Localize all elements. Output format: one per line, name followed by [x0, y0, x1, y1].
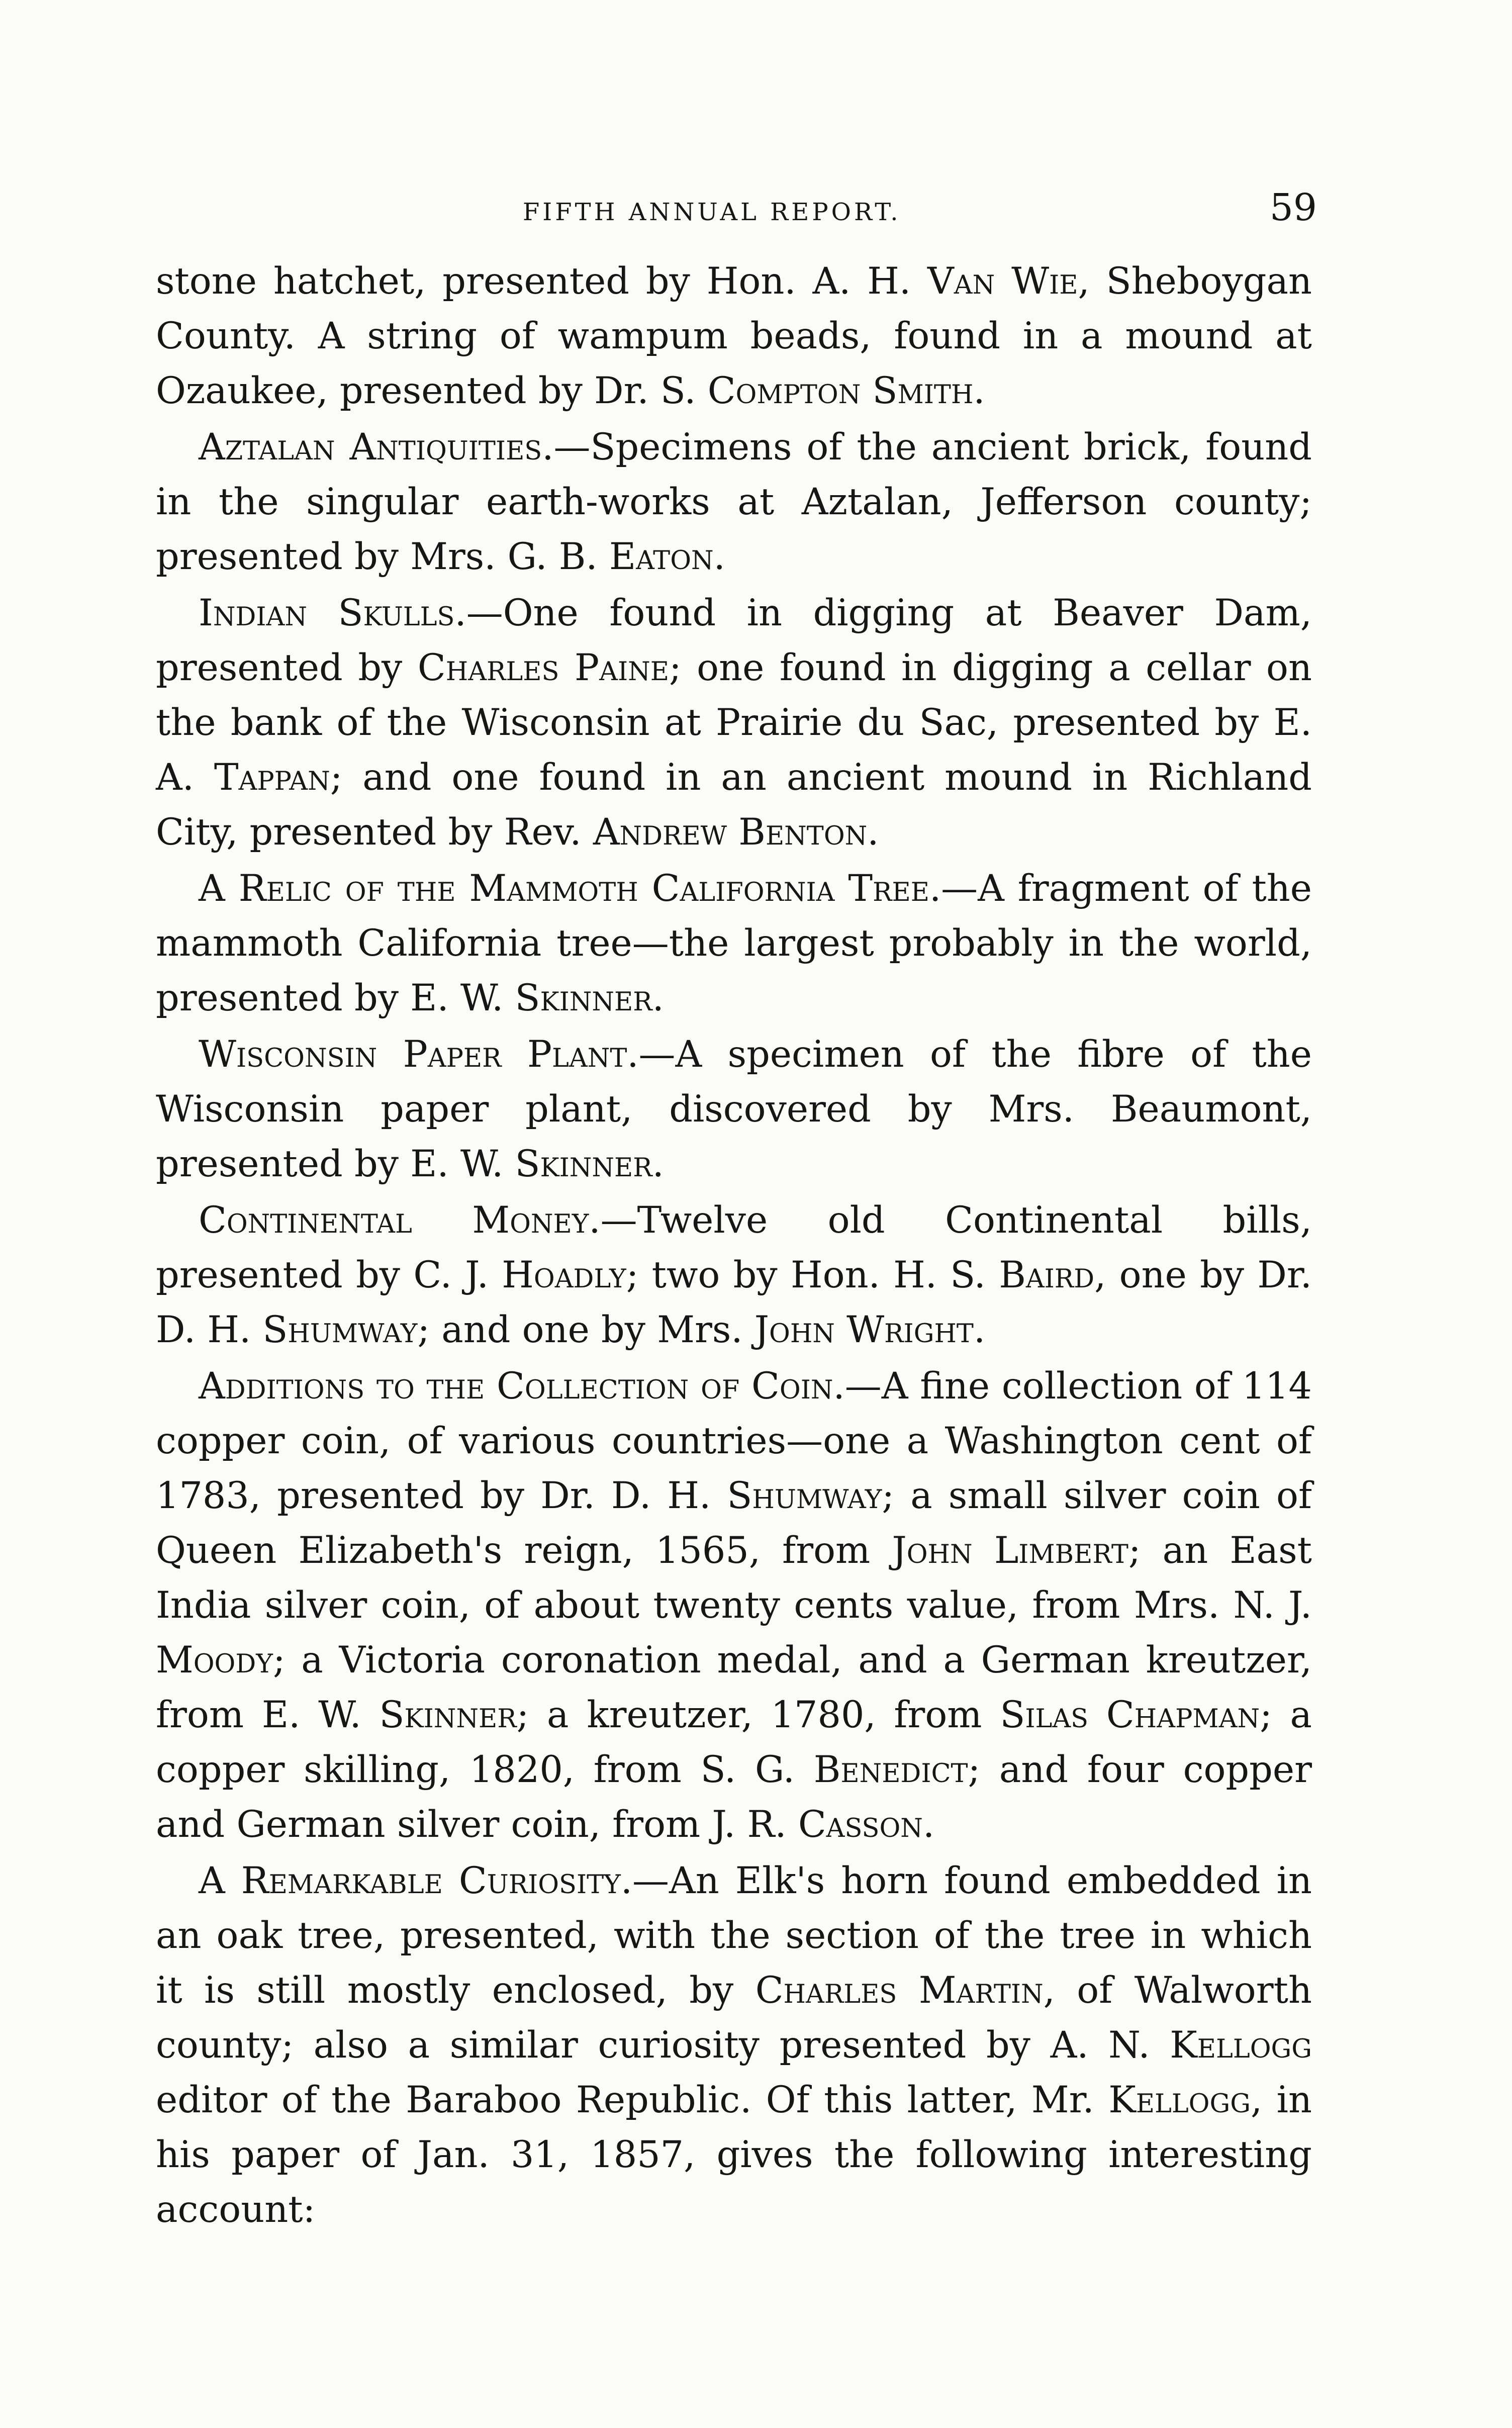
paragraph-heading: Continental Money. [199, 1199, 601, 1242]
paragraph [156, 1027, 1312, 1191]
paragraph-heading: Additions to the Collection of Coin. [199, 1365, 845, 1408]
paragraph [156, 1193, 1312, 1357]
page-header [161, 186, 1317, 229]
proper-name: Kellogg [1108, 2079, 1251, 2121]
text-run: ; and four copper and German silver coin, from J. R. [156, 1748, 1312, 1846]
proper-name: Eaton [609, 535, 714, 578]
proper-name: Charles Paine [417, 646, 669, 689]
proper-name: Shumway [727, 1474, 882, 1517]
text-run: —A specimen of the fibre of the Wisconsin paper plant, discovered by Mrs. Beaumont, presented by E. W. [156, 1033, 1312, 1185]
paragraph-heading: Indian Skulls. [199, 592, 466, 634]
text-run: . [922, 1803, 935, 1846]
text-run: —A fine collection of 114 copper coin, of various countries—one a Washington cent of 1783, presented by Dr. D. H. [156, 1365, 1312, 1517]
text-run: . [652, 977, 664, 1019]
proper-name: John Limbert [892, 1529, 1128, 1572]
text-run: ; an East India silver coin, of about twenty cents value, from Mrs. N. J. [156, 1529, 1312, 1627]
text-run: ; and one by Mrs. [417, 1309, 754, 1351]
text-run: , in his paper of Jan. 31, 1857, gives the following interesting account: [156, 2079, 1312, 2231]
proper-name: Andrew Benton [593, 811, 868, 854]
proper-name: John Wright [754, 1309, 974, 1351]
text-run: —Twelve old Continental bills, presented by C. J. [156, 1199, 1312, 1296]
proper-name: Tappan [214, 756, 330, 799]
text-run: . [973, 1309, 986, 1351]
proper-name: Kellogg [1170, 2024, 1312, 2067]
text-run: —One found in digging at Beaver Dam, presented by [156, 592, 1312, 689]
text-run: , one by Dr. D. H. [156, 1254, 1312, 1351]
proper-name: Benedict [813, 1748, 968, 1791]
proper-name: Casson [798, 1803, 923, 1846]
proper-name: Silas Chapman [1000, 1694, 1260, 1736]
paragraph [156, 254, 1312, 418]
text-run: —Specimens of the ancient brick, found in the singular earth-works at Aztalan, Jefferson county; presented by Mrs. G. B. [156, 426, 1312, 578]
text-run: . [867, 811, 879, 854]
proper-name: Compton Smith [707, 369, 974, 412]
text-run: —An Elk's horn found embedded in an oak tree, presented, with the section of the tree in which it is still mostly enclosed, by [156, 1859, 1312, 2012]
proper-name: Hoadly [502, 1254, 626, 1296]
running-head: FIFTH ANNUAL REPORT. [523, 198, 901, 226]
text-run: stone hatchet, presented by Hon. A. H. [156, 260, 928, 303]
text-run: ; a small silver coin of Queen Elizabeth's reign, 1565, from [156, 1474, 1312, 1572]
text-run: ; a Victoria coronation medal, and a German kreutzer, from E. W. [156, 1639, 1312, 1736]
text-run: ; a copper skilling, 1820, from S. G. [156, 1694, 1312, 1791]
paragraph [156, 1853, 1312, 2237]
paragraph-heading: A Remarkable Curiosity. [199, 1859, 633, 1902]
paragraph [156, 861, 1312, 1025]
proper-name: Skinner [379, 1694, 517, 1736]
text-run: ; one found in digging a cellar on the bank of the Wisconsin at Prairie du Sac, presented by E. A. [156, 646, 1312, 799]
text-run: ; a kreutzer, 1780, from [516, 1694, 1000, 1736]
page-number: 59 [1269, 186, 1317, 229]
proper-name: Van Wie [927, 260, 1078, 303]
body-text [156, 254, 1312, 2238]
text-run: ; and one found in an ancient mound in Richland City, presented by Rev. [156, 756, 1312, 854]
text-run: —A fragment of the mammoth California tree—the largest probably in the world, presented by E. W. [156, 867, 1312, 1019]
proper-name: Moody [156, 1639, 273, 1682]
paragraph-heading: Wisconsin Paper Plant. [199, 1033, 639, 1076]
proper-name: Charles Martin [755, 1969, 1044, 2012]
text-run: . [652, 1143, 664, 1185]
text-run: , Sheboygan County. A string of wampum beads, found in a mound at Ozaukee, presented by Dr. S. [156, 260, 1312, 412]
paragraph-heading: Aztalan Antiquities. [199, 426, 554, 469]
proper-name: Shumway [262, 1309, 418, 1351]
paragraph-heading: A Relic of the Mammoth California Tree. [199, 867, 941, 910]
text-run: . [973, 369, 985, 412]
text-run: , of Walworth county; also a similar curiosity presented by A. N. [156, 1969, 1312, 2067]
paragraph [156, 1359, 1312, 1852]
paragraph [156, 586, 1312, 860]
proper-name: Skinner [515, 1143, 652, 1185]
proper-name: Baird [999, 1254, 1095, 1296]
text-run: . [713, 535, 725, 578]
paragraph [156, 420, 1312, 584]
text-run: ; two by Hon. H. S. [626, 1254, 999, 1296]
proper-name: Skinner [515, 977, 652, 1019]
text-run: editor of the Baraboo Republic. Of this latter, Mr. [156, 2079, 1109, 2121]
